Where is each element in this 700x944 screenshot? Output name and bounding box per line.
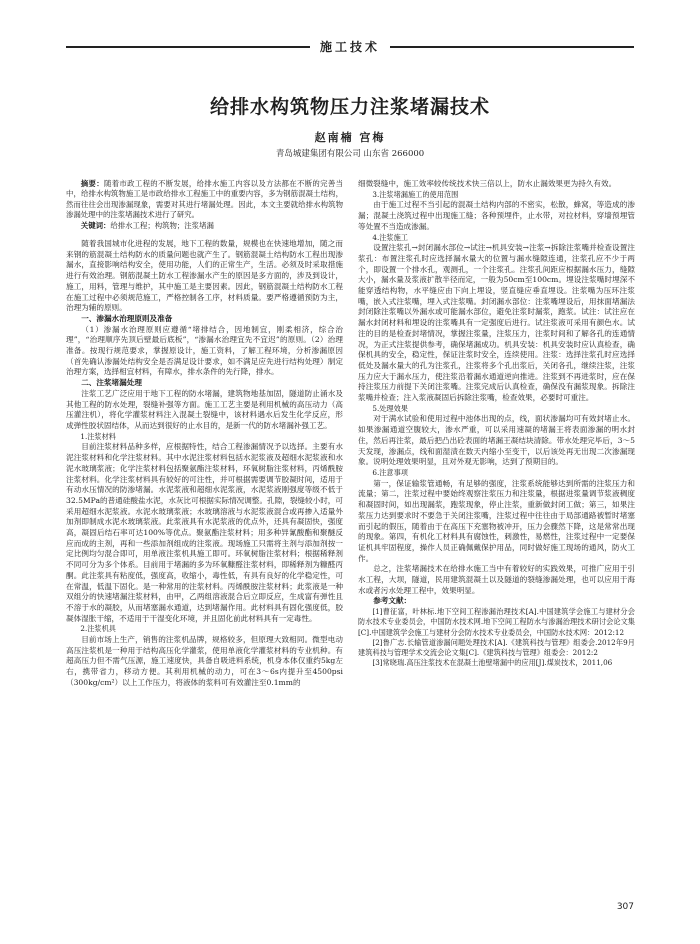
reference-1: [1]曹征富，叶林标.地下空间工程渗漏治理技术[A].中国建筑学会施工与建材分会防水技术专业委员会，中国防水技术网.地下空间工程防水与渗漏治理技术研讨会论文集[C].中国建筑学会施工与建材分会防水技术专业委员会，中国防水技术网：2012:12: [358, 607, 635, 637]
article-title: 给排水构筑物压力注浆堵漏技术: [209, 96, 490, 118]
section-label: 施工技术: [310, 38, 390, 57]
paragraph-grouting: 注浆工艺广泛应用于地下工程的防水堵漏，建筑物地基加固，隧道防止涌水及其他工程的防水处理，裂缝补强等方面。施工工艺主要是利用机械的高压动力（高压灌注机），将化学灌浆材料注入混凝土裂缝中，该材料遇水后发生化学反应，形成弹性胶状固结体，从而达到很好的止水目的，是新一代的防水堵漏补强工艺。: [66, 388, 343, 430]
keywords-text: 给排水工程；构筑物；注浆堵漏: [110, 220, 214, 230]
heading-grouting: 二、注浆堵漏处理: [81, 378, 142, 388]
paragraph-scope: 由于施工过程不当引起的混凝土结构内部的不密实，松散，蜂窝，等造成的渗漏；混凝土浇筑过程中出现施工缝；各种预埋件，止水带，对拉材料，穿墙预埋管等处置不当造成渗漏。: [358, 200, 635, 231]
subheading-precautions: 6.注意事项: [372, 467, 408, 477]
subheading-construction: 4.注浆施工: [372, 232, 408, 242]
article-authors: 赵南楠 宫梅: [314, 131, 386, 144]
references-heading: 参考文献：: [373, 596, 412, 606]
right-column: [358, 179, 635, 899]
paragraph-intro: 随着我国城市化进程的发展，地下工程的数量，规模也在快速地增加，随之而来钢的筋混凝土结构防水的质量问题也就产生了。钢筋混凝土结构防水工程出现渗漏水，直接影响结构安全，使用功能，人们的正常生产，生活。必须及时采取措施进行有效治理。钢筋混凝土防水工程渗漏水产生的原因是多方面的，涉及到设计，施工，用料，管理与维护，其中施工是主要因素。因此，钢筋混凝土结构防水工程在施工过程中必须规范施工，严格控制各工序，材料质量。要严格遵循预防为主，治理为辅的原则。: [66, 239, 343, 313]
paragraph-conclusion: 总之，注浆堵漏技术在给排水施工当中有着较好的实践效果，可推广应用于引水工程，大坝，隧道，民用建筑混凝土以及隧道的裂缝渗漏处理，也可以应用于海水或者污水处理工程中，效果明显。: [358, 564, 635, 595]
keywords-label: 关键词：: [80, 220, 111, 230]
article-affiliation: 青岛城建集团有限公司 山东省 266000: [275, 149, 425, 159]
subheading-scope: 3.注浆堵漏施工的使用范围: [372, 189, 459, 199]
paragraph-precautions: 第一，保证输浆管通畅，有足够的强度，注浆系统能够达到所需的注浆压力和流量；第二，注浆过程中要始终观察注浆压力和注浆量，根据进浆量调节浆液稠度和凝固时间，如出现漏浆，跑浆现象，停止注浆，重新做封闭工做；第三，如果注浆压力达到要求时不要急于关闭注浆嘴，注浆过程中往往由于局部通路被暂时堵塞而引起的假压，随着由于在高压下充塞物被冲开，压力会骤然下降，这是常常出现的现象。第四，有机化工材料具有腐蚀性，刺激性，易燃性，注浆过程中一定要保证机具牢固程度，操作人员正确佩戴保护用品，同时做好施工现场的通风，防火工作。: [358, 478, 635, 563]
paragraph-construction: 设置注浆孔→封闭漏水部位→试注→机具安装→注浆→拆除注浆嘴并检查设置注浆孔：布置注浆孔时应选择漏水量大的位置与漏水缝隙连通，注浆孔应不少于两个，即设置一个排水孔，观测孔，一个注浆孔。注浆孔间距应根据漏水压力，缝隙大小，漏水量及浆液扩散半径而定，一般为50cm至100cm。埋设注浆嘴时埋深不能穿透结构物，水平缝应由下向上埋设，竖直缝应垂直埋设。注浆嘴为压环注浆嘴，嵌入式注浆嘴，埋入式注浆嘴。封闭漏水部位：注浆嘴埋设后，用抹面堵漏法封闭除注浆嘴以外漏水或可能漏水部位，避免注浆时漏浆，跑浆。试注：试注应在漏水封闭材料和埋设的注浆嘴具有一定强度后进行。试注浆液可采用有颜色水。试注的目的是检查封堵情况，掌握注浆量，注浆压力，注浆时间和了解各孔的连通情况，为正式注浆提供参考，确保堵漏成功。机具安装：机具安装时应认真检查，确保机具的安全，稳定性，保证注浆时安全，连续使用。注浆：选择注浆孔时应选择低处及漏水量大的孔为注浆孔，注浆将多个孔出浆后，关闭各孔，继续注浆，注浆压力应大于漏水压力，使注浆沿着漏水通道逆向推进。注浆到不再进浆时，应在保持注浆压力前提下关闭注浆嘴。注浆完成后认真检查，确保没有漏浆现象。拆除注浆嘴并检查；注入浆液凝固后拆除注浆嘴，检查效果，必要时可重注。: [358, 243, 635, 403]
reference-2: [2]鲁广志.长输管道渗漏问题处理技术[A].《建筑科技与管理》组委会.2012年9月建筑科技与管理学术交流会论文集[C].《建筑科技与管理》组委会：2012:2: [358, 637, 635, 657]
paragraph-machines: 目前市场上生产，销售的注浆机品牌，规格较多，但原理大致相同。微型电动高压注浆机是一种用于结构高压化学灌浆，使用单液化学灌浆材料的专业机种。有超高压力但不需气压源，施工速度快，具备自吸进料系统，机身本体仅重约5kg左右，携带省力，移动方便。其利用机械的动力，可在3～6s内提升至4500psi（300kg/cm²）以上工作压力，将液体的浆料可有效灌注至0.1mm的: [66, 635, 343, 687]
page-number: 307: [616, 902, 634, 912]
reference-3: [3]常晓瑞.高压注浆技术在混凝土池壁堵漏中的应用[J].煤炭技术，2011,06: [372, 658, 613, 668]
abstract-text: 随着市政工程的不断发展，给排水施工内容以及方法都在不断的完善当中，给排水构筑物施工是市政给排水工程施工中的重要内容，多为钢筋混凝土结构，然而往往会出现渗漏现象，需要对其进行堵漏处理。因此，本文主要就给排水构筑物渗漏处理中的注浆堵漏技术进行了研究。: [66, 179, 343, 220]
left-column: [66, 179, 343, 899]
paragraph-materials: 目前注浆材料品种多样，应根据特性，结合工程渗漏情况予以选择。主要有水泥注浆材料和化学注浆材料。其中水泥注浆材料包括水泥浆液及超细水泥浆液和水泥水玻璃浆液；化学注浆材料包括聚氨酯注浆材料，环氧树脂注浆材料，丙烯酰胺注浆材料。化学注浆材料具有较好的可注性，并可根据需要调节胶凝时间，适用于有动水压情况的防渗堵漏。水泥浆液和超细水泥浆液，水泥浆液刚强度等级不低于32.5MPa的普通硅酸盐水泥，水灰比可根据实际情况调整。孔隙，裂缝较小时，可采用超细水泥浆液。水泥水玻璃浆液；水玻璃溶液与水泥浆液混合或再掺入适量外加剂即制成水泥水玻璃浆液。此浆液具有水泥浆液的优点外，还具有凝固快，强度高，凝固后结石率可达100%等优点。聚氨酯注浆材料；用多种异氰酸酯和聚醚反应而成的主剂，再和一些添加剂组成的注浆液。现场施工只需将主剂与添加剂按一定比例均匀混合即可，用单液注浆机具施工即可。环氧树脂注浆材料；根据稀释剂不同可分为多个体系。目前用于堵漏的多为环氧糠醛注浆材料，即稀释剂为糠醛丙酮。此注浆具有粘度低，强度高，收缩小，毒性低，有具有良好的化学稳定性，可在常温，低温下固化。是一种常用的注浆材料。丙烯酰胺注浆材料；此浆液是一种双组分的快速堵漏注浆材料，由甲，乙两组溶液混合后立即反应，生成富有弹性且不溶于水的凝胶，从而堵塞漏水通道，达到堵漏作用。此材料具有固化强度低，胶凝体湿胀干缩，不适用于干湿变化环境，并且固化前此材料具有一定毒性。: [66, 442, 343, 623]
section-header: [66, 38, 634, 57]
abstract: [66, 179, 343, 221]
subheading-effect: 5.处理效果: [372, 403, 408, 413]
heading-principles: 一、渗漏水治理原则及准备: [81, 313, 173, 323]
paragraph-effect: 对于满水试验和使用过程中池体出现的点，线，面状渗漏均可有效封堵止水。如果渗漏通道空腹较大，渗水严重，可以采用速凝的堵漏王将表面渗漏的明水封住，然后再注浆，最后把凸出砼表面的堵漏王凝结块清除。带水处理完毕后，3～5天发现，渗漏点，线和面湿渍在数天内缩小至变干，以后该处再无出现二次渗漏现象。说明处理效果明显，且对外观无影响，达到了预期目的。: [358, 414, 635, 467]
subheading-machines: 2.注浆机具: [80, 624, 116, 634]
abstract-label: 摘要：: [80, 179, 104, 188]
paragraph-continued: 细微裂缝中，施工效率较传统技术快三倍以上，防水止漏效果更为持久有效。: [358, 179, 617, 188]
subheading-materials: 1.注浆材料: [80, 431, 116, 441]
paragraph-principles: （1）渗漏水治理原则应遵循“堵排结合，因地制宜，刚柔相济，综合治理”，“治理顺序先顶后壁最后底板”，“渗漏水治理宜先不宜迟”的原则。（2）治理准备。按现行规范要求，掌握原设计，施工资料，了解工程环境，分析渗漏原因（首先确认渗漏处结构安全是否满足设计要求，如不满足应先进行结构处理）制定治理方案，选择相宜材料，有障水，排水条件的先行降，排水。: [66, 324, 343, 377]
keywords: [66, 221, 343, 231]
